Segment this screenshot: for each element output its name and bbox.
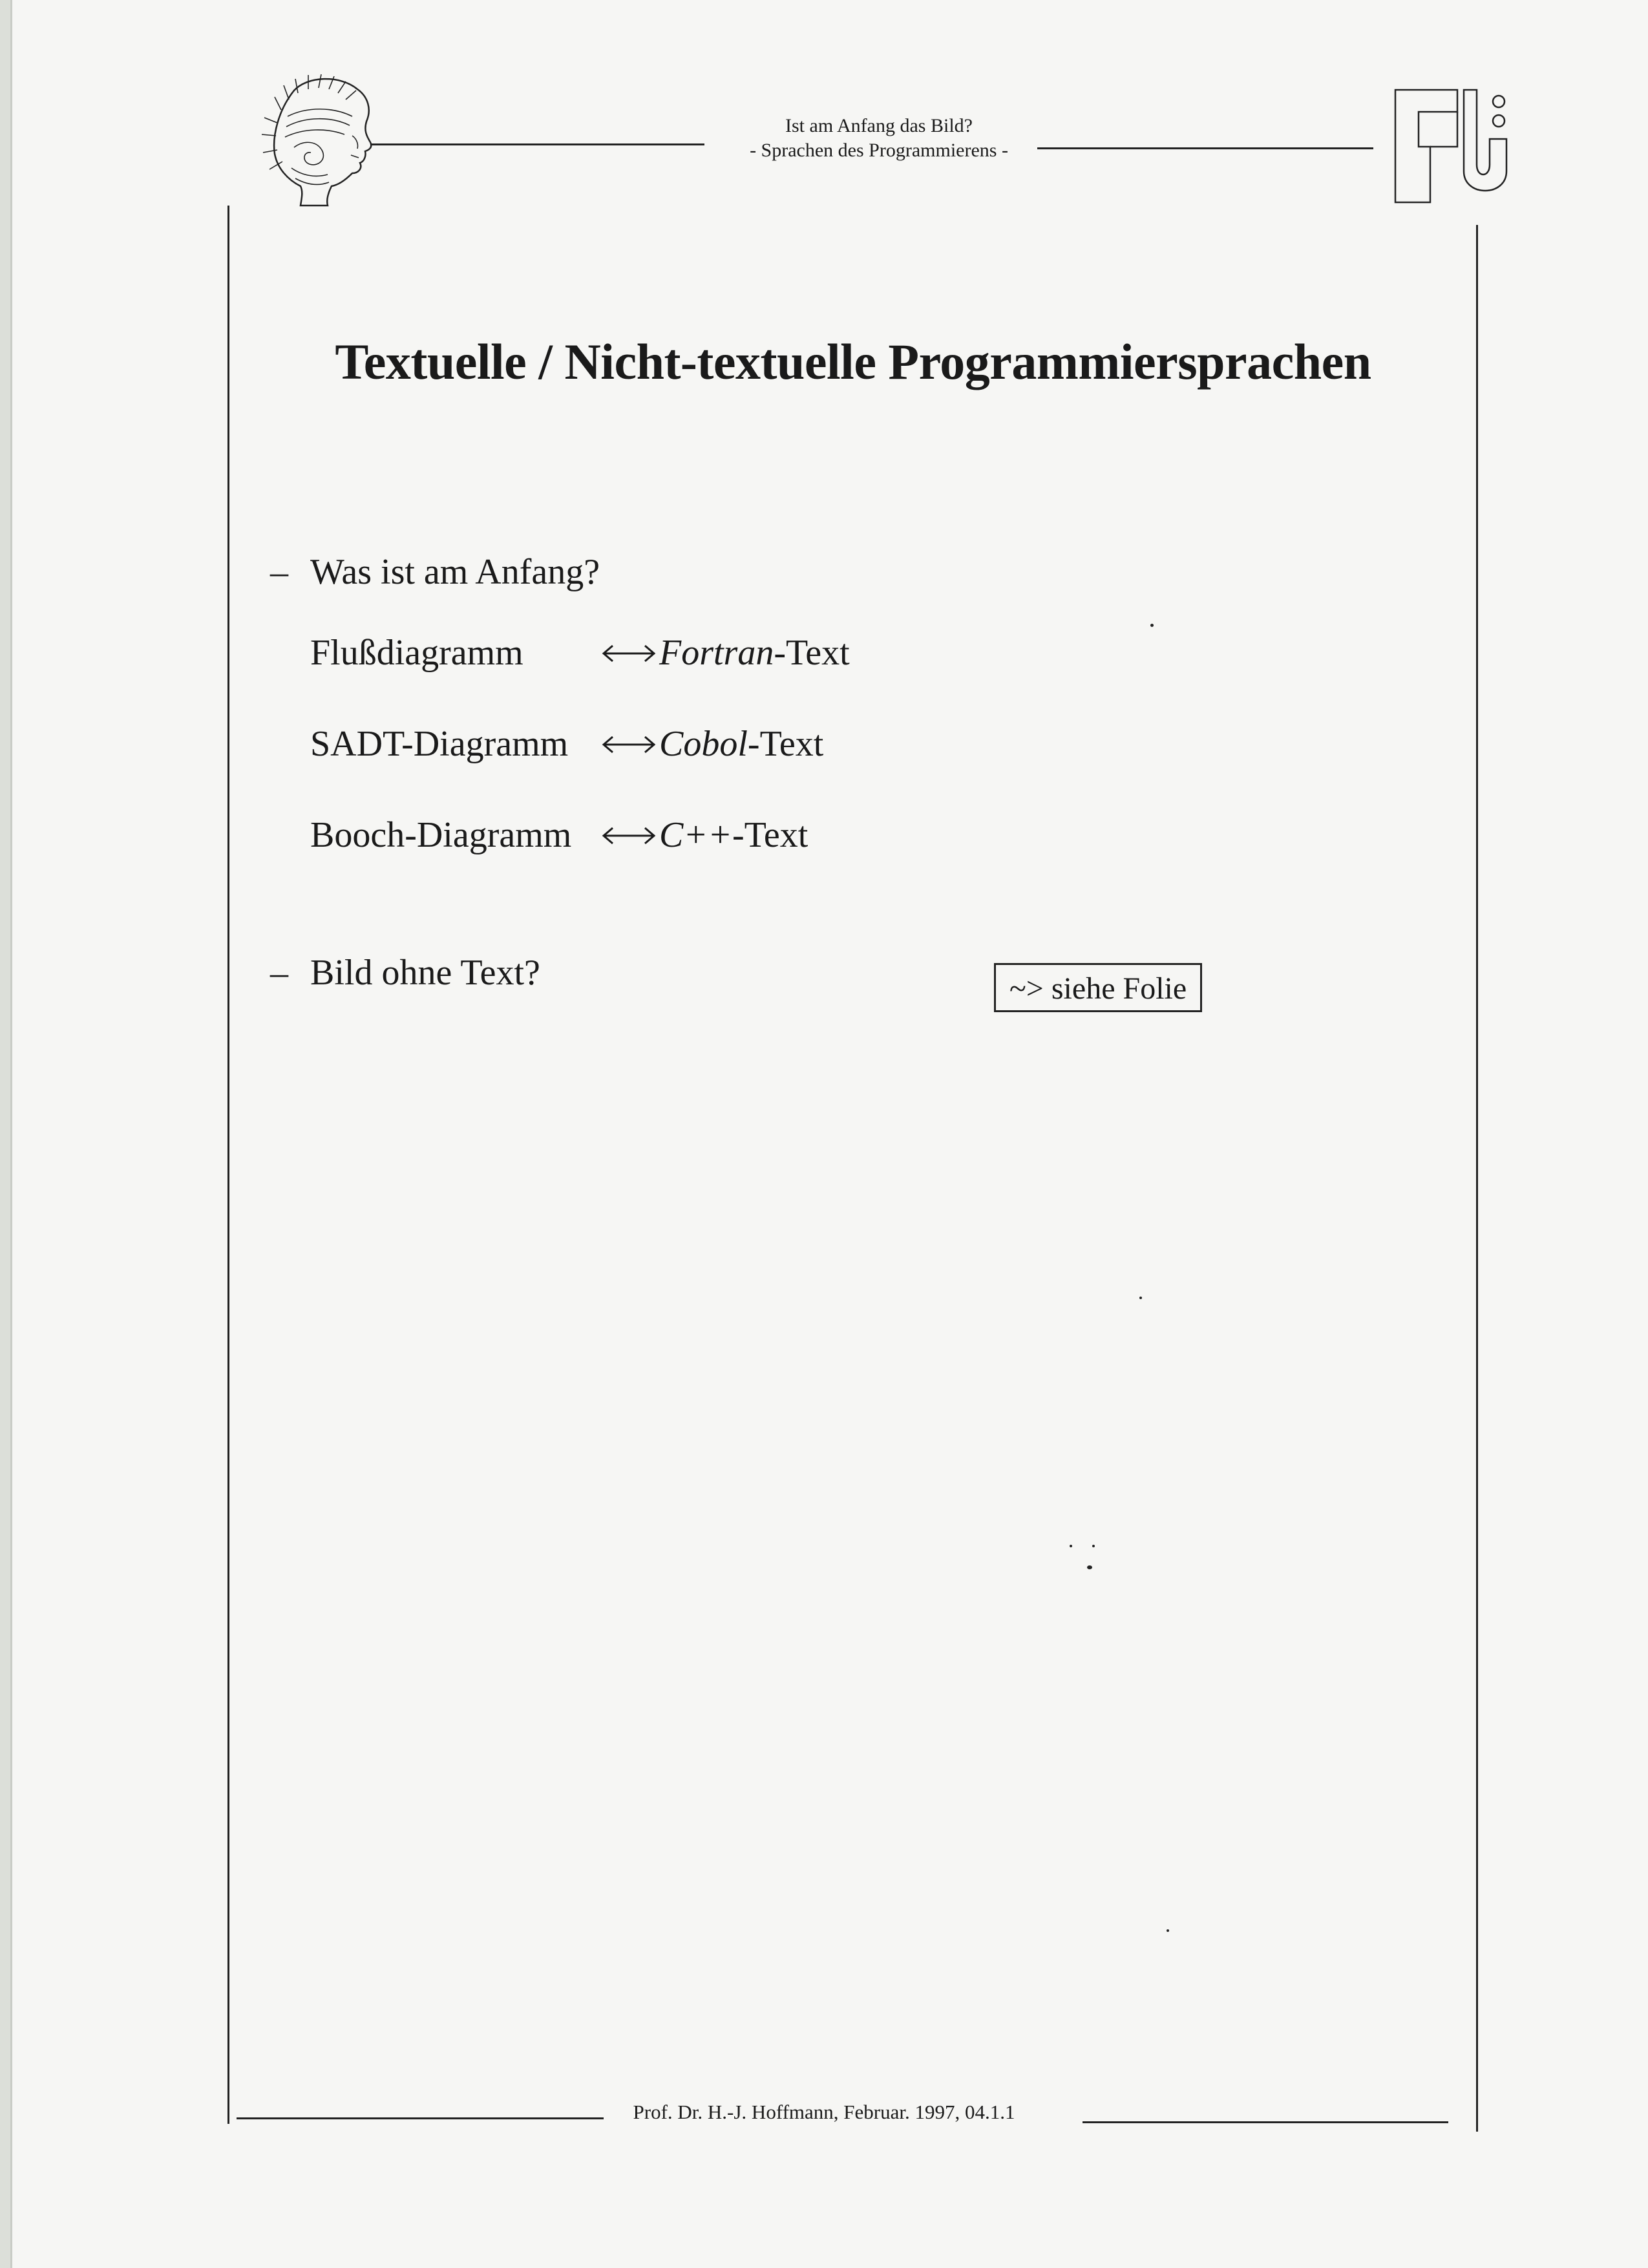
double-arrow-icon: [600, 823, 658, 849]
pair-right-language: C++: [659, 815, 732, 855]
pair-right-language: Fortran: [659, 633, 774, 673]
pair-left: Flußdiagramm: [310, 633, 523, 673]
footer-rule-left: [237, 2117, 604, 2119]
pair-left: Booch-Diagramm: [310, 815, 572, 855]
header-title: [717, 114, 1041, 163]
pair-right-suffix: -Text: [774, 633, 850, 673]
scan-speck: [1070, 1545, 1072, 1547]
header-title-line1: Ist am Anfang das Bild?: [785, 115, 973, 136]
pair-left: SADT-Diagramm: [310, 724, 569, 764]
pair-right: [659, 812, 808, 858]
header-title-line2: - Sprachen des Programmierens -: [750, 140, 1008, 161]
header-rule-left: [372, 143, 704, 145]
frame-left-border: [227, 206, 229, 2124]
footer-rule-right: [1083, 2121, 1448, 2123]
scan-speck: [1139, 1297, 1142, 1299]
scan-speck: [1087, 1565, 1092, 1569]
see-slide-note-box: ~> siehe Folie: [994, 963, 1202, 1012]
bullet-dash: –: [270, 552, 288, 592]
header-rule-right: [1037, 147, 1373, 149]
scan-edge: [0, 0, 10, 2268]
pair-right-suffix: -Text: [747, 724, 824, 764]
bullet-dash: –: [270, 953, 288, 993]
scan-speck: [1150, 624, 1154, 627]
footer-credit: Prof. Dr. H.-J. Hoffmann, Februar. 1997, 04.1.1: [633, 2101, 1015, 2123]
scan-speck: [1167, 1929, 1169, 1932]
pair-right: [659, 630, 850, 675]
pu-logo-icon: [1393, 87, 1509, 204]
pair-right-suffix: -Text: [732, 815, 808, 855]
double-arrow-icon: [600, 641, 658, 666]
scan-speck: [1092, 1545, 1095, 1547]
double-arrow-icon: [600, 732, 658, 758]
frame-right-border: [1476, 225, 1478, 2132]
page-title: Textuelle / Nicht-textuelle Programmiersprachen: [335, 334, 1371, 390]
bullet-text: Bild ohne Text?: [310, 953, 540, 993]
pair-right-language: Cobol: [659, 724, 748, 764]
bullet-text: Was ist am Anfang?: [310, 552, 600, 592]
scan-edge-shadow: [10, 0, 12, 2268]
head-seal-logo-icon: [255, 71, 375, 207]
pair-right: [659, 721, 823, 767]
